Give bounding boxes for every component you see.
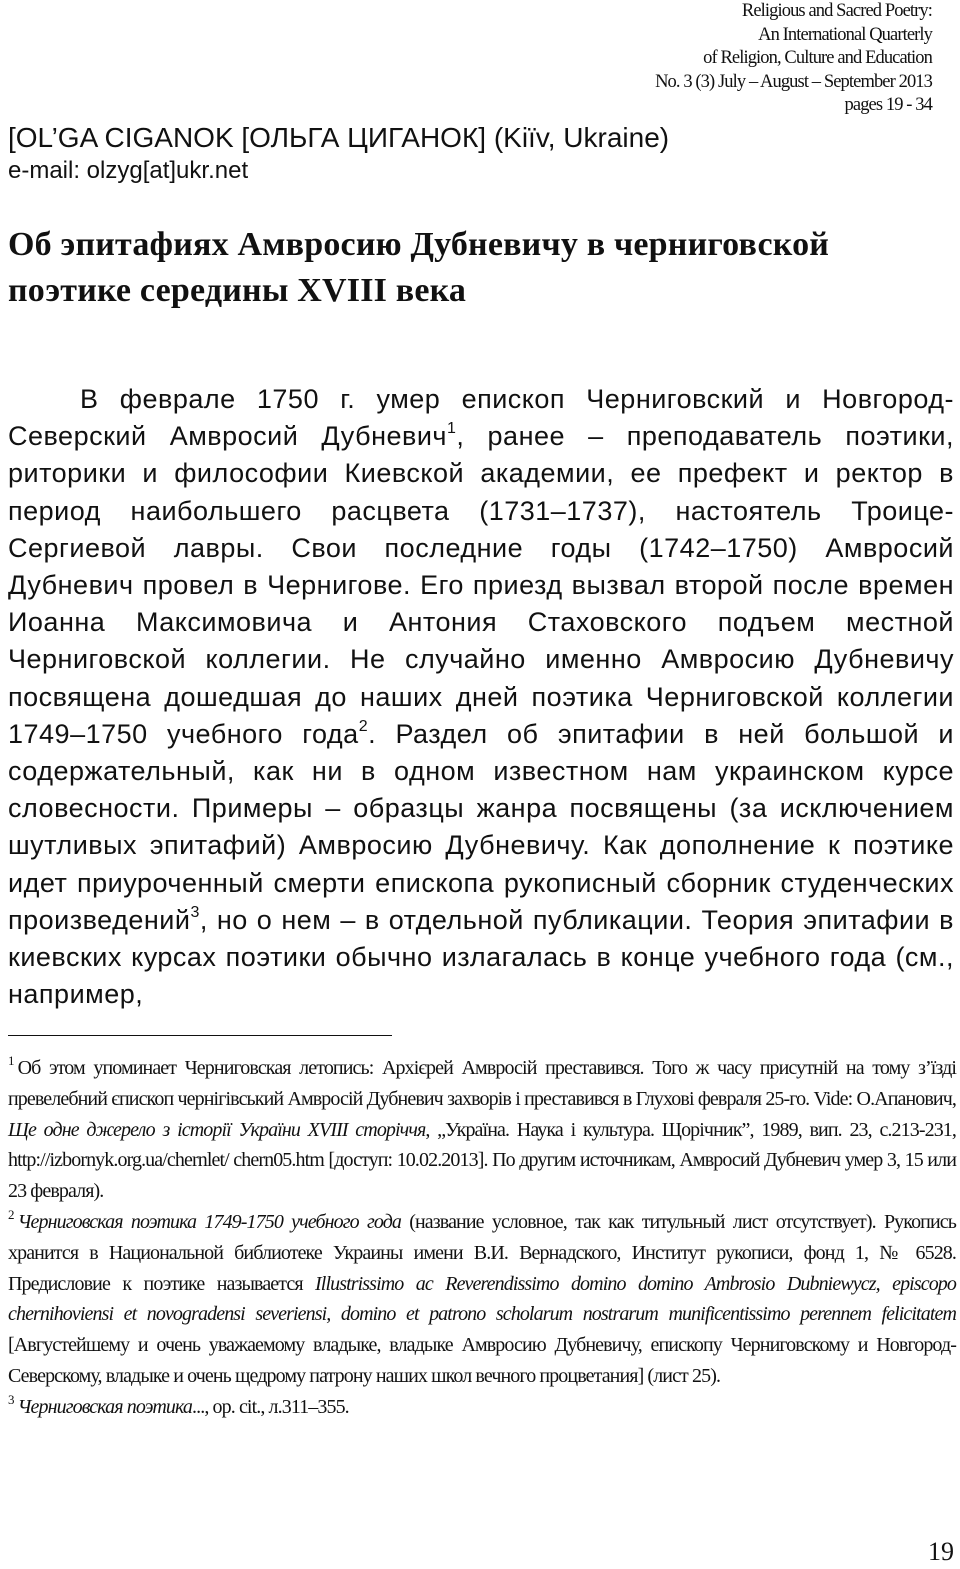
- footnote-3: [8, 1392, 956, 1423]
- footnote-number: 2: [8, 1206, 14, 1222]
- author-name: [OL’GA CIGANOK [ОЛЬГА ЦИГАНОК] (Kiïv, Ukraine): [8, 122, 670, 153]
- footnote-italic-latin: Illustrissimo ac Reverendissimo domino domino Ambrosio Dubniewycz, episcopo chernihoviensi et novogradensi severiensi, domino et patrono scholarum nostrarum munificentissimo perennem felicitatem: [8, 1272, 956, 1326]
- author-block: [8, 120, 669, 186]
- footnote-number: 3: [8, 1391, 14, 1407]
- footnote-2: [8, 1207, 956, 1392]
- journal-subtitle-line: An International Quarterly: [758, 24, 932, 45]
- body-text-segment: , ранее – преподаватель поэтики, риторики и философии Киевской академии, ее префект и ректор в период наибольшего расцвета (1731–1737), настоятель Троице-Сергиевой лавры. Свои последние годы (1742–1750) Амвросий Дубневич провел в Чернигове. Его приезд вызвал второй после времен Иоанна Максимовича и Антония Стаховского подъем местной Черниговской коллегии. Не случайно именно Амвросию Дубневичу посвящена дошедшая до наших дней поэтика Черниговской коллегии 1749–1750 учебного года: [8, 421, 954, 749]
- footnote-text: ..., op. cit., л.311–355.: [192, 1395, 349, 1418]
- footnote-ref-1[interactable]: 1: [447, 420, 457, 438]
- footnote-ref-3[interactable]: 3: [190, 903, 200, 921]
- footnote-text: (название условное, так как титульный лист отсутствует). Рукопись хранится в Национальной библиотеке Украины имени В.И. Вернадского, Институт рукописи, фонд 1, № 6528. Предисловие к поэтике называется: [8, 1210, 956, 1295]
- author-email: e-mail: olzyg[at]ukr.net: [8, 157, 249, 184]
- footnote-ref-2[interactable]: 2: [358, 717, 369, 735]
- body-text-segment: В феврале 1750 г. умер епископ Черниговский и Новгород-Северский Амвросий Дубневич: [8, 384, 954, 452]
- footnote-separator: [8, 1035, 392, 1036]
- footnote-1: [8, 1053, 956, 1207]
- body-text-segment: , но о нем – в отдельной публикации. Теория эпитафии в киевских курсах поэтики обычно излагалась в конце учебного года (см., например,: [8, 904, 954, 1010]
- footnote-italic-title: Ще одне джерело з історії України XVIII сторіччя: [8, 1118, 426, 1141]
- article-title: Об эпитафиях Амвросию Дубневичу в черниговской поэтике середины XVIII века: [8, 226, 830, 309]
- page-number: 19: [928, 1537, 954, 1566]
- body-text-segment: . Раздел об эпитафии в ней большой и содержательный, как ни в одном известном нам украинском курсе словесности. Примеры – образцы жанра посвящены (за исключением шутливых эпитафий) Амвросию Дубневичу. Как дополнение к поэтике идет приуроченный смерти епископа рукописный сборник студенческих произведений: [8, 718, 954, 935]
- footnote-text: , „Україна. Наука і культура. Щорічник”, 1989, вип. 23, с.213-231, http://izbornyk.org.ua/chernlet/ chern05.htm [доступ: 10.02.2013]. По другим источникам, Амвросий Дубневич умер 3, 15 или 23 февраля).: [8, 1118, 956, 1203]
- footnote-italic-title: Черниговская поэтика: [17, 1395, 193, 1418]
- journal-issue-line: No. 3 (3) July – August – September 2013: [655, 71, 932, 92]
- journal-header: [372, 0, 932, 118]
- journal-topics-line: of Religion, Culture and Education: [703, 48, 932, 69]
- footnote-number: 1: [8, 1053, 14, 1068]
- footnote-italic-title: Черниговская поэтика 1749-1750 учебного года: [17, 1210, 402, 1233]
- footnote-text: Об этом упоминает Черниговская летопись: Архієрей Амвросій преставився. Того ж часу присутній на тому з’їзді превелебний єпископ чернігівський Амвросій Дубневич захворів і преставився в Глухові февраля 25-го. Vide: О.Апанович,: [8, 1057, 956, 1110]
- footnote-text: [Августейшему и очень уважаемому владыке, владыке Амвросию Дубневичу, епископу Черниговскому и Новгород-Северскому, владыке и очень щедрому патрону наших школ вечного процветания] (лист 25).: [8, 1334, 956, 1387]
- journal-pages-line: pages 19 - 34: [844, 95, 932, 116]
- footnotes: [8, 1053, 956, 1423]
- body-paragraph: [8, 381, 954, 1013]
- journal-name-line: Religious and Sacred Poetry:: [741, 1, 932, 21]
